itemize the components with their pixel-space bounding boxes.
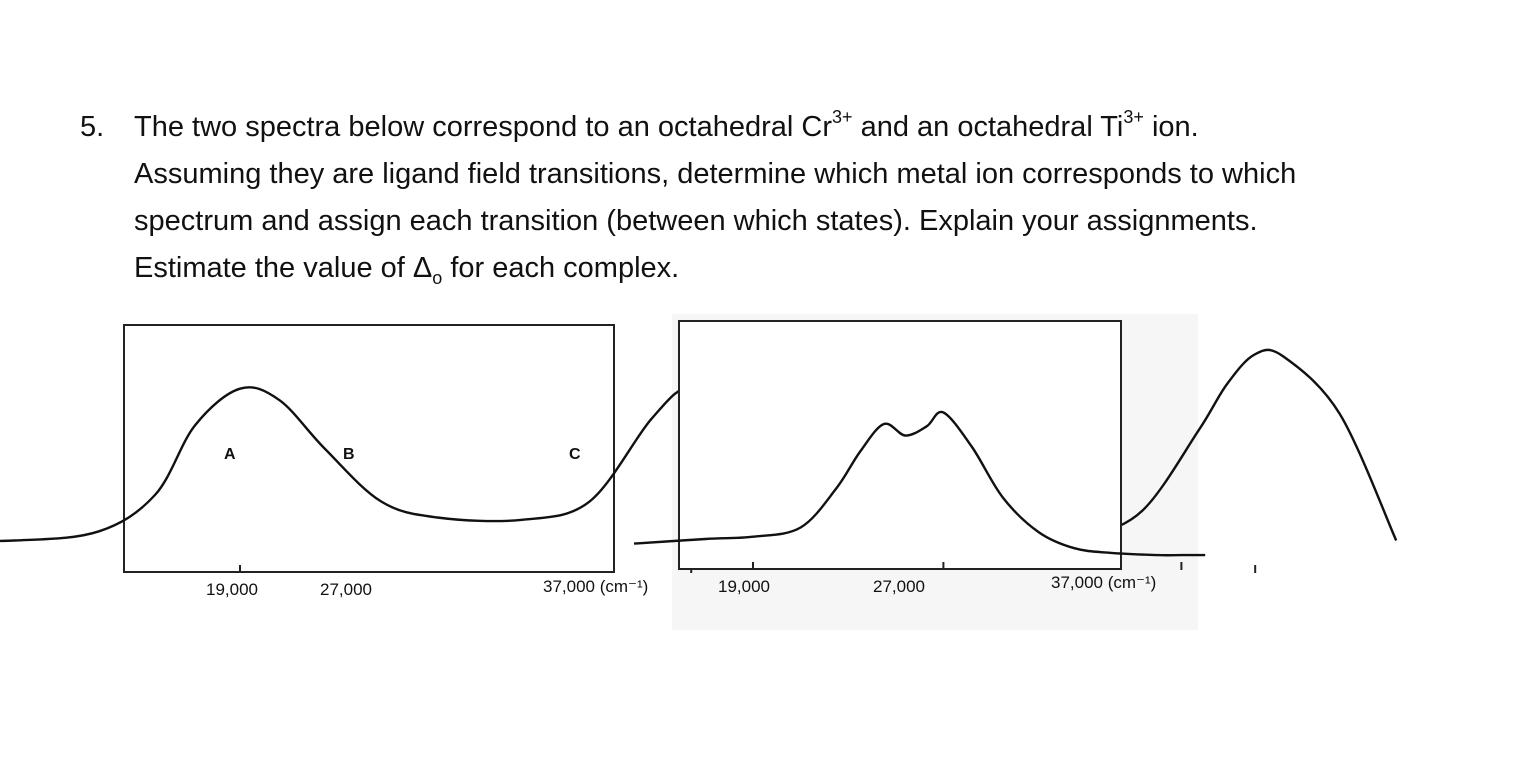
charge-superscript: 3+ bbox=[1123, 107, 1144, 128]
left-tick-label-37000: 37,000 (cm⁻¹) bbox=[543, 577, 649, 596]
question-line-2: Assuming they are ligand field transitions, determine which metal ion corresponds to which bbox=[134, 158, 1297, 190]
spectrum-right-svg bbox=[680, 322, 1124, 572]
question-line-4: Estimate the value of $\Delta_o$ for each complex. bbox=[134, 252, 680, 288]
spectrum-left bbox=[123, 324, 615, 573]
charge-superscript: 3+ bbox=[831, 107, 853, 128]
question-number: 5. bbox=[80, 111, 105, 143]
question-text bbox=[134, 104, 1474, 292]
right-tick-label-37000: 37,000 (cm⁻¹) bbox=[1051, 573, 1157, 592]
left-tick-label-19000: 19,000 bbox=[206, 580, 258, 599]
question-line-1: The two spectra below correspond to an octahedral $Cr^{3+}$ and an octahedral $Ti^{3+}$ ion. bbox=[134, 107, 1199, 143]
peak-label-b: B bbox=[343, 446, 355, 463]
delta-subscript: o bbox=[432, 267, 443, 288]
right-tick-label-19000: 19,000 bbox=[718, 577, 770, 596]
peak-label-c: C bbox=[569, 446, 581, 463]
spectrum-right bbox=[678, 320, 1122, 570]
right-tick-label-27000: 27,000 bbox=[873, 577, 925, 596]
peak-label-a: A bbox=[224, 446, 236, 463]
left-tick-label-27000: 27,000 bbox=[320, 580, 372, 599]
question-line-3: spectrum and assign each transition (between which states). Explain your assignments. bbox=[134, 205, 1258, 237]
spectrum-left-svg bbox=[125, 326, 617, 575]
right-absorbance-curve bbox=[634, 412, 1205, 555]
